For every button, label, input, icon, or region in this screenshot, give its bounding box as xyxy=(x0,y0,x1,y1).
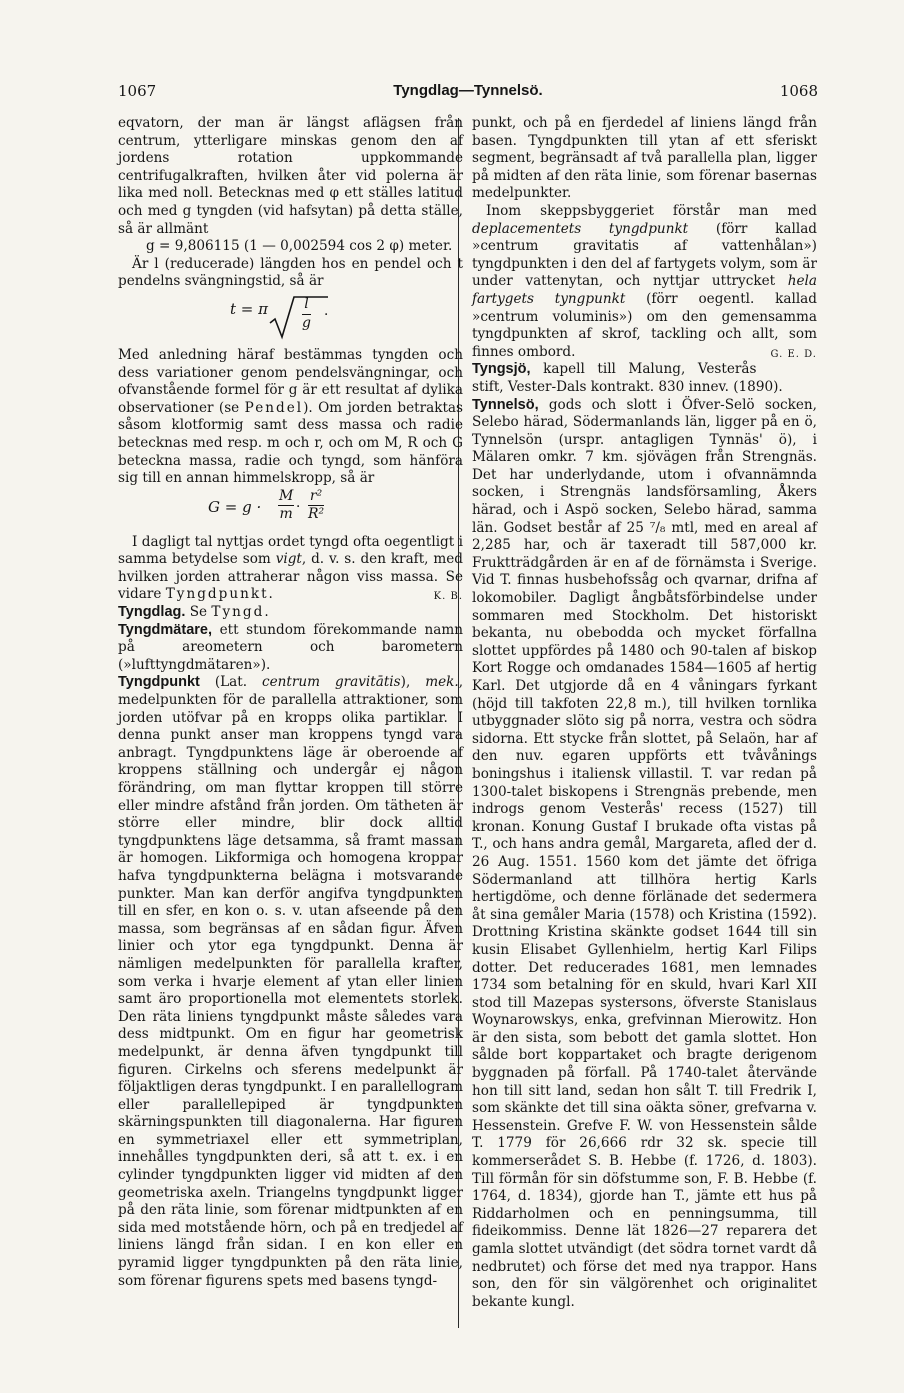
tyngdpunkt-lat: (Lat. xyxy=(214,674,248,691)
pendulum-fraction-num: l xyxy=(302,296,311,315)
left-column xyxy=(118,115,463,1290)
radius-fraction-num: r² xyxy=(308,488,324,507)
page-number-right: 1068 xyxy=(779,82,818,100)
continuation-paragraph: punkt, och på en fjerdedel af liniens längd från basen. Tyngdpunkten till ytan af ett sferiskt segment, begränsadt af två parallella plan, ligger på midten af den räta linie, som förenar basernas medelpunkter. xyxy=(472,115,817,202)
headword-tynnelso: Tynnelsö, xyxy=(472,396,539,413)
headword-tyngsjo: Tyngsjö, xyxy=(472,361,531,378)
usage-text-2: , d. v. s. den kraft, med hvilken jorden attraherar någon viss massa. Se vidare xyxy=(118,551,464,603)
headword-tyngdpunkt: Tyngdpunkt xyxy=(118,674,200,691)
entry-tyngsjo xyxy=(472,361,817,396)
mass-equation xyxy=(118,488,463,528)
shipbuilding-text-3: (förr oegentl. kallad »centrum voluminis») om den gemensamma tyngdpunkten af skrof, tackling och allt, som finnes ombord. xyxy=(472,290,817,360)
ref-tyngd[interactable]: Tyngd xyxy=(211,604,265,621)
radius-fraction-den: R² xyxy=(308,506,325,523)
pendulum-fraction-den: g xyxy=(302,314,311,331)
ref-pendel[interactable]: Pendel xyxy=(244,399,304,416)
author-signature-2: G. E. D. xyxy=(770,348,817,360)
radius-fraction xyxy=(308,488,324,524)
mult-dot: · xyxy=(296,498,301,515)
mass-fraction-num: M xyxy=(278,488,294,507)
entry-tyngdlag: Tyngdlag. Se Tyngd. xyxy=(118,604,269,621)
tyngsjo-text: kapell till Malung, Vesterås stift, Vester-Dals kontrakt. 830 innev. (1890). xyxy=(472,361,783,395)
term-hela-fartyget: hela fartygets tyngpunkt xyxy=(472,273,817,307)
tyngdpunkt-latin: centrum gravitātis xyxy=(262,674,401,691)
headword-tyngdmatare: Tyngdmätare, xyxy=(118,621,213,638)
mass-equation-lhs: G = g · xyxy=(208,497,262,516)
tyngdpunkt-mek: mek. xyxy=(425,674,459,691)
page-title: Tyngdlag—Tynnelsö. xyxy=(393,82,543,99)
gravity-paragraph: eqvatorn, der man är längst aflägsen från centrum, ytterligare minskas genom den af jordens rotation uppkommande centrifugalkraften, hvilken åter vid polerna är lika med noll. Betecknas med φ ett ställes latitud och med g tyngden (vid hafsytan) på detta ställe, så är allmänt xyxy=(118,115,463,237)
gravity-formula: g = 9,806115 (1 — 0,002594 cos 2 φ) meter. xyxy=(146,238,453,255)
shipbuilding-text-2: (förr kallad »centrum gravitatis af vattenhålan») tyngdpunkten i den del af fartygets volym, som är under vattenytan, och nyttjar uttrycket xyxy=(472,220,818,290)
equation-dot: . xyxy=(324,302,329,319)
pendulum-paragraph: Är l (reducerade) längden hos en pendel och t pendelns svängningstid, så är xyxy=(118,255,463,290)
right-column xyxy=(472,115,817,1311)
tyngdlag-text: Se xyxy=(189,604,208,621)
observations-text: Med anledning häraf bestämmas tyngden och dess variationer genom pendelsvängningar, och ofvanstående formel för g är ett resultat af dylika observationer (se xyxy=(118,346,463,416)
observations-text-2: ). Om jorden betraktas såsom klotformig samt dess massa och radie betecknas med resp. m och r, och om M, R och G beteckna massa, radie och tyngd, som hänföra sig till en annan himmelskropp, så är xyxy=(118,399,463,487)
shipbuilding-text: Inom skeppsbyggeriet förstår man med xyxy=(486,202,817,219)
page-number-left: 1067 xyxy=(118,82,157,100)
tyngdpunkt-text: medelpunkten för de parallella attraktioner, som jorden utöfvar på en kropps olika partiklar. I denna punkt anser man kroppens tyngd vara anbragt. Tyngdpunktens läge är oberoende af kroppens ställning och undergår ej någon förändring, om man flyttar kroppen till större eller mindre afstånd från jorden. Om tätheten är större eller mindre, blir dock alltid tyngdpunktens läge detsamma, så framt massan är homogen. Likformiga och homogena kroppar hafva tyngdpunkterna belägna i motsvarande punkter. Man kan derför angifva tyngdpunkten till en sfer, en kon o. s. v. utan afseende på den massa, som begränsas af en sådan figur. Äfven linier och ytor ega tyngdpunkt. Denna är nämligen medelpunkten för parallella krafter, som verka i hvarje element af ytan eller linien samt äro proportionella mot elementets storlek. Den räta liniens tyngdpunkt måste således vara dess midtpunkt. Om en figur har geometrisk medelpunkt, är denna äfven tyngdpunkt till figuren. Cirkelns och sferens medelpunkt är följaktligen deras tyngdpunkt. I en parallellogram eller parallellepiped är tyngdpunkten skärningspunkten till diagonalerna. Har figuren en symmetriaxel eller ett symmetriplan, innehålles tyngdpunkten deri, så att t. ex. i en cylinder tyngdpunkten ligger vid midten af den geometriska axeln. Triangelns tyngdpunkt ligger på den räta linie, som förenar midtpunkten af en sida med motstående hörn, och på en tredjedel af liniens längd från sidan. I en kon eller en pyramid ligger tyngdpunkten på den räta linie, som förenar figurens spets med basens tyngd- xyxy=(118,692,463,1289)
usage-paragraph: I dagligt tal nyttjas ordet tyngd ofta oegentligt i samma betydelse som vigt, d. v. s. den kraft, med hvilken jorden attraherar någon viss massa. Se vidare Tyngdpunkt. K. B. xyxy=(118,534,463,604)
author-signature: K. B. xyxy=(433,591,463,603)
tynnelso-text: gods och slott i Öfver-Selö socken, Selebo härad, Södermanlands län, ligger på en ö, Tynnelsön (urspr. antagligen Tynnäs' ö), i Mälaren omkr. 7 km. sjövägen från Strengnäs. Det har underlydande, utom i ofvannämnda socken, i Strengnäs landsförsamling, Åkers härad, och i Aspö socken, Selebo härad, samma län. Godset består af 25 ⁷/₈ mtl, med en areal af 2,285 har, och är taxeradt till 587,000 kr. Fruktträdgården är en af de förnämsta i Sverige. Vid T. finnas husbehofssåg och qvarnar, drifna af lokomobiler. Dagligt ångbåtsförbindelse under sommaren med Stockholm. Det historiskt bekanta, nu obebodda och mycket förfallna slottet uppfördes på 1480 och 90-talen af biskop Kort Rogge och omdanades 1584—1605 af hertig Karl. Det utgjorde då en 4 våningars fyrkant (höjd till takfoten 22,8 m.), till hvilken tornlika utbyggnader slöto sig på norra, vestra och södra sidorna. Ett stycke från slottet, på Selaön, har af den nuv. egaren uppförts ett tvåvånings boningshus i italiensk villastil. T. var redan på 1300-talet biskopens i Strengnäs prebende, men indrogs genom Vesterås' recess (1527) till kronan. Konung Gustaf I brukade ofta vistas på T., och hans andra gemål, Margareta, afled der d. 26 Aug. 1551. 1560 kom det jämte det öfriga Södermanland att tillhöra hertig Karls hertigdöme, och denne förlänade det sedermera åt sina gemåler Maria (1578) och Kristina (1592). Drottning Kristina skänkte godset 1644 till sin kusin Elisabet Gyllenhielm, hertig Karl Filips dotter. Det reducerades 1681, men lemnades 1734 som betalning för en skuld, hvari Karl XII stod till Mazepas systersons, öfverste Stanislaus Woynarowskys, enka, grefvinnan Mierowitz. Hon är den sista, som bebott det gamla slottet. Hon sålde bort koppartaket och bragte derigenom byggnaden på förfall. På 1740-talet återvände hon till sitt land, sedan hon sålt T. till Fredrik I, som skänkte det till sina oäkta söner, grefvarna v. Hessenstein. Grefve F. W. von Hessenstein sålde T. 1779 för 26,666 rdr 32 sk. specie till kommerserådet S. B. Hebbe (f. 1726, d. 1803). Till förmån för sin döfstumme son, F. B. Hebbe (f. 1764, d. 1834), gjorde han T., jämte ett hus på Riddarholmen och en penningsumma, till fideikommiss. Denne lät 1826—27 reparera det gamla slottet utvändigt (det södra tornet vardt då nedbrutet) och förse det med nya trappor. Hans son, den för sin välgörenhet och originalitet bekante kungl. xyxy=(472,396,817,1310)
ref-tyngdpunkt[interactable]: Tyngdpunkt xyxy=(165,586,269,603)
headword-tyngdlag: Tyngdlag. xyxy=(118,604,186,621)
entry-tyngdmatare xyxy=(118,622,463,675)
pendulum-equation xyxy=(118,293,463,343)
word-vigt: vigt xyxy=(275,551,302,568)
tyngdmatare-text: ett stundom förekommande namn på areometern och barometern (»lufttyngdmätaren»). xyxy=(118,621,463,673)
entry-tynnelso xyxy=(472,397,817,1312)
pendulum-fraction xyxy=(302,296,311,332)
mass-fraction xyxy=(278,488,294,524)
mass-fraction-den: m xyxy=(279,506,293,523)
entry-tyngdpunkt: Tyngdpunkt (Lat. centrum gravitātis), mek., medelpunkten för de parallella attraktioner, som jorden utöfvar på en kropps olika partiklar. I denna punkt anser man kroppens tyngd vara anbragt. Tyngdpunktens läge är oberoende af kroppens ställning och undergår ej någon förändring, om man flyttar kroppen till större eller mindre afstånd från jorden. Om tätheten är större eller mindre, blir dock alltid tyngdpunktens läge detsamma, så framt massan är homogen. Likformiga och homogena kroppar hafva tyngdpunkterna belägna i motsvarande punkter. Man kan derför angifva tyngdpunkten till en sfer, en kon o. s. v. utan afseende på den massa, som begränsas af en sådan figur. Äfven linier och ytor ega tyngdpunkt. Denna är nämligen medelpunkten för parallella krafter, som verka i hvarje element af ytan eller linien samt äro proportionella mot elementets storlek. Den räta liniens tyngdpunkt måste således vara dess midtpunkt. Om en figur har geometrisk medelpunkt, är denna äfven tyngdpunkt till figuren. Cirkelns och sferens medelpunkt är följaktligen deras tyngdpunkt. I en parallellogram eller parallellepiped är tyngdpunkten skärningspunkten till diagonalerna. Har figuren en symmetriaxel eller ett symmetriplan, innehålles tyngdpunkten deri, så att t. ex. i en cylinder tyngdpunkten ligger vid midten af den geometriska axeln. Triangelns tyngdpunkt ligger på den räta linie, som förenar midtpunkten af en sida med motstående hörn, och på en tredjedel af liniens längd från sidan. I en kon eller en pyramid ligger tyngdpunkten på den räta linie, som förenar figurens spets med basens tyngd- xyxy=(118,674,464,1289)
shipbuilding-paragraph xyxy=(472,203,817,361)
term-deplacement: deplacementets tyngdpunkt xyxy=(472,220,689,237)
observations-paragraph xyxy=(118,347,463,488)
pendulum-equation-lhs: t = π xyxy=(230,299,268,318)
square-root-icon xyxy=(268,293,378,343)
page-header xyxy=(118,82,818,104)
usage-text: I dagligt tal nyttjas ordet tyngd ofta oegentligt i samma betydelse som xyxy=(118,533,463,568)
